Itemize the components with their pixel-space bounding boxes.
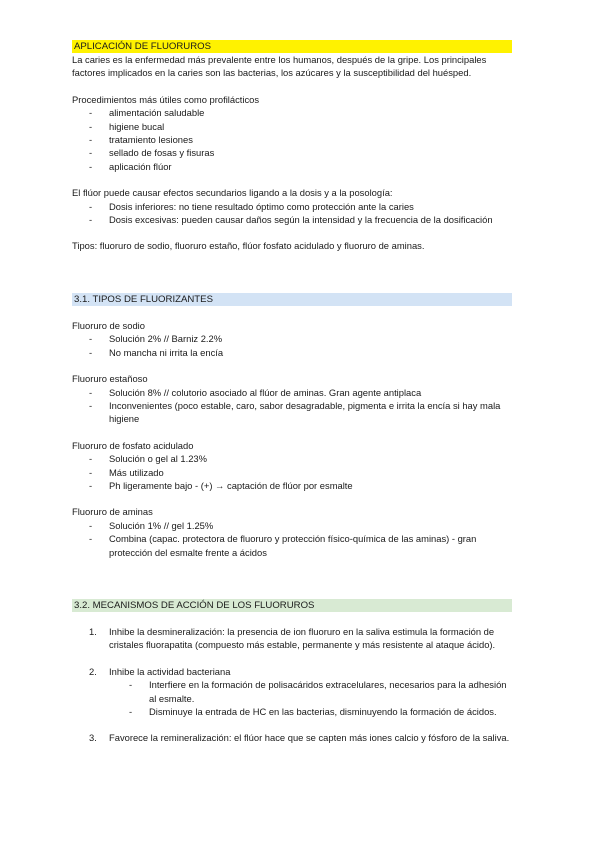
procedures-label: Procedimientos más útiles como profilácticos: [72, 93, 260, 105]
list-item: [72, 625, 512, 652]
item-text: Inhibe la desmineralización: la presencia de ion fluoruro en la saliva estimula la formación de cristales fluorapatita (compuesto más estable, permanente y más resistente al ataque ácido).: [109, 625, 496, 651]
item-number: 1.: [89, 625, 97, 637]
list-item: - alimentación saludable: [72, 106, 512, 119]
document-page: [72, 40, 512, 745]
group-title: Fluoruro de fosfato acidulado: [72, 439, 194, 451]
list-item: - Solución o gel al 1.23%: [72, 452, 512, 465]
list-item: - Más utilizado: [72, 466, 512, 479]
intro-paragraph: La caries es la enfermedad más prevalente entre los humanos, después de la gripe. Los principales factores implicados en la caries son las bacterias, los azúcares y la susceptibilidad del huésped.: [72, 54, 487, 79]
list-item: - tratamiento lesiones: [72, 133, 512, 146]
list-item: - Interfiere en la formación de polisacáridos extracelulares, necesarios para la adhesión al esmalte.: [72, 678, 512, 705]
group-list: [72, 386, 512, 426]
section-heading-mecanismos: 3.2. MECANISMOS DE ACCIÓN DE LOS FLUORUROS: [72, 599, 512, 612]
section-heading-tipos: 3.1. TIPOS DE FLUORIZANTES: [72, 293, 512, 306]
list-item: - Solución 2% // Barniz 2.2%: [72, 332, 512, 345]
list-item: [72, 731, 512, 744]
group-list: [72, 452, 512, 492]
list-item: - Combina (capac. protectora de fluoruro y protección físico-química de las aminas) - gran protección del esmalte frente a ácidos: [72, 532, 512, 559]
list-item: - Ph ligeramente bajo - (+) → captación de flúor por esmalte: [72, 479, 512, 492]
list-item: - higiene bucal: [72, 120, 512, 133]
list-item: - Inconvenientes (poco estable, caro, sabor desagradable, pigmenta e irrita la encía si hay mala higiene: [72, 399, 512, 426]
list-item: - Solución 8% // colutorio asociado al flúor de aminas. Gran agente antiplaca: [72, 386, 512, 399]
group-list: [72, 519, 512, 559]
group-title: Fluoruro estañoso: [72, 373, 148, 385]
list-item: - Disminuye la entrada de HC en las bacterias, disminuyendo la formación de ácidos.: [72, 705, 512, 718]
group-title: Fluoruro de aminas: [72, 506, 153, 518]
mechanisms-list: [72, 625, 512, 745]
effects-list: [72, 200, 512, 227]
item-number: 2.: [89, 665, 97, 677]
list-item: - Dosis inferiores: no tiene resultado óptimo como protección ante la caries: [72, 200, 512, 213]
group-list: [72, 332, 512, 359]
item-text: Favorece la remineralización: el flúor hace que se capten más iones calcio y fósforo de la saliva.: [109, 732, 510, 744]
list-item: - sellado de fosas y fisuras: [72, 146, 512, 159]
effects-label: El flúor puede causar efectos secundarios ligando a la dosis y a la posología:: [72, 187, 393, 199]
procedures-list: [72, 106, 512, 173]
sub-list: [72, 678, 512, 718]
list-item: - Dosis excesivas: pueden causar daños según la intensidad y la frecuencia de la dosificación: [72, 213, 512, 226]
types-paragraph: Tipos: fluoruro de sodio, fluoruro estaño, flúor fosfato acidulado y fluoruro de aminas.: [72, 240, 425, 252]
list-item: - aplicación flúor: [72, 160, 512, 173]
item-text: Inhibe la actividad bacteriana: [109, 665, 231, 677]
group-title: Fluoruro de sodio: [72, 319, 145, 331]
section-heading-aplicacion: APLICACIÓN DE FLUORUROS: [72, 40, 512, 53]
list-item: - Solución 1% // gel 1.25%: [72, 519, 512, 532]
item-number: 3.: [89, 732, 97, 744]
list-item: - No mancha ni irrita la encía: [72, 346, 512, 359]
list-item: [72, 665, 512, 719]
